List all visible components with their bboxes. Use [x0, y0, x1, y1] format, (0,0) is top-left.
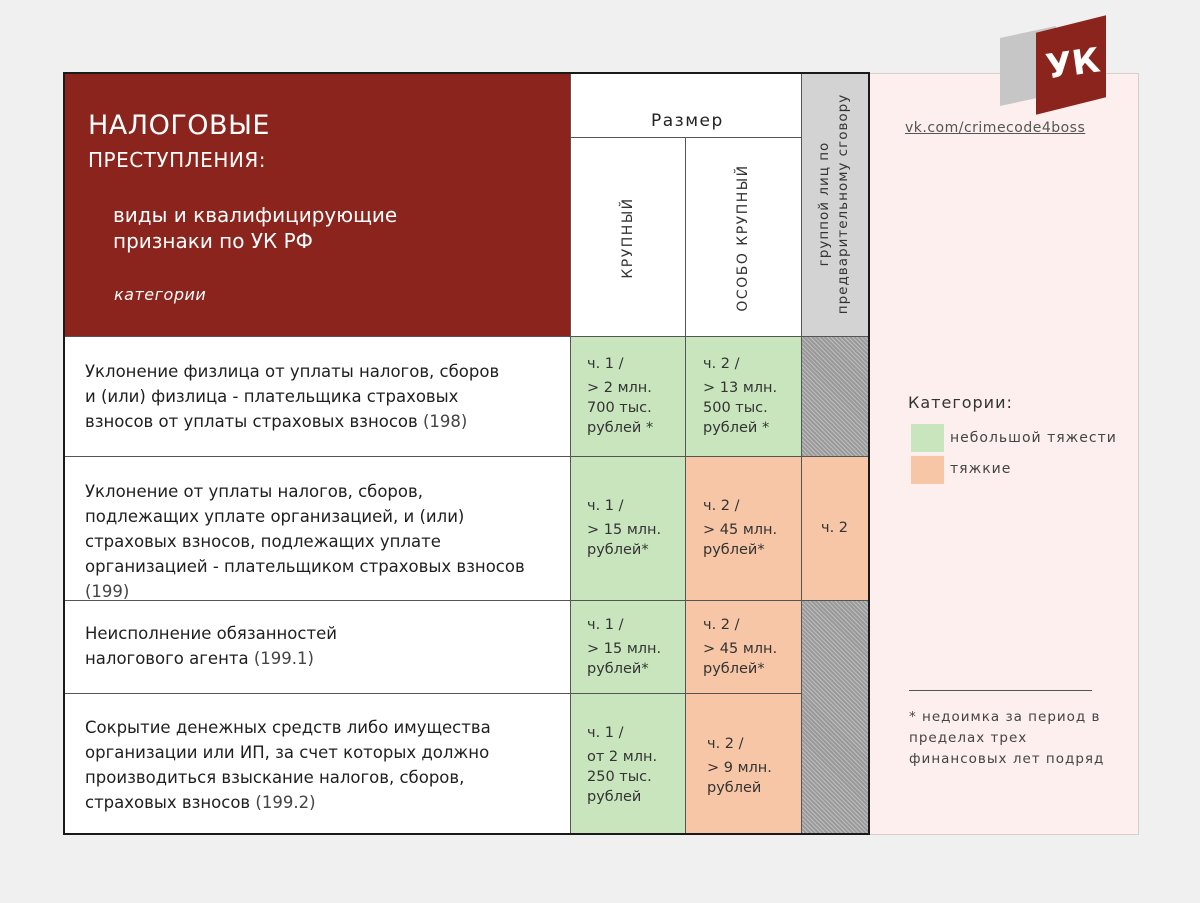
part-label: ч. 2 /	[703, 498, 740, 514]
title-categories-label: категории	[114, 285, 207, 304]
col-group-header-line1: группой лиц по	[816, 141, 832, 267]
large-size-cell	[587, 354, 682, 438]
part-label: ч. 1 /	[587, 498, 624, 514]
especially-large-cell	[703, 354, 798, 438]
row-article: (198)	[422, 412, 468, 431]
row-description: Уклонение физлица от уплаты налогов, сборов и (или) физлица - плательщика страховых взносов от уплаты страховых взносов	[85, 362, 500, 431]
threshold-value: > 9 млн. рублей	[707, 760, 772, 796]
large-size-cell	[587, 496, 682, 560]
threshold-value: > 45 млн. рублей*	[703, 522, 778, 558]
legend-swatch-minor	[911, 424, 944, 452]
title-sub: ПРЕСТУПЛЕНИЯ:	[88, 148, 266, 172]
legend-label-grave: тяжкие	[950, 461, 1012, 477]
part-label: ч. 2 /	[703, 617, 740, 633]
especially-large-cell	[703, 496, 798, 560]
vk-link[interactable]: vk.com/crimecode4boss	[905, 120, 1086, 136]
divider	[909, 690, 1092, 691]
part-label: ч. 1 /	[587, 356, 624, 372]
part-label: ч. 1 /	[587, 617, 624, 633]
table-row-text	[85, 621, 345, 671]
table-row-text	[85, 359, 515, 434]
title-description: виды и квалифицирующие признаки по УК РФ	[113, 203, 398, 253]
title-main: НАЛОГОВЫЕ	[88, 110, 270, 141]
part-label: ч. 1 /	[587, 725, 624, 741]
threshold-value: > 2 млн. 700 тыс. рублей *	[587, 380, 654, 436]
threshold-value: от 2 млн. 250 тыс. рублей	[587, 749, 658, 805]
logo: УК	[1043, 40, 1103, 88]
large-size-cell	[587, 615, 682, 679]
col-group-header	[815, 94, 853, 314]
col-large-header: КРУПНЫЙ	[620, 197, 636, 279]
table-row-text	[85, 479, 540, 604]
col-group-header-line2: предварительному сговору	[835, 93, 851, 315]
legend-swatch-grave	[911, 456, 944, 484]
legend-label-minor: небольшой тяжести	[950, 430, 1117, 446]
title-block	[65, 74, 571, 336]
footnote: * недоимка за период в пределах трех финансовых лет подряд	[909, 709, 1105, 767]
row-article: (199)	[85, 582, 130, 601]
tax-crimes-table	[63, 72, 870, 835]
group-cell: ч. 2	[821, 520, 849, 536]
large-size-cell	[587, 723, 682, 807]
threshold-value: > 45 млн. рублей*	[703, 641, 778, 677]
size-header: Размер	[651, 111, 724, 131]
part-label: ч. 2 /	[703, 356, 740, 372]
threshold-value: > 15 млн. рублей*	[587, 641, 662, 677]
table-row-text	[85, 715, 505, 815]
row-description: Уклонение от уплаты налогов, сборов, подлежащих уплате организацией, и (или) страховых взносов, подлежащих уплате организацией - плательщиком страховых взносов	[85, 482, 525, 576]
group-cell-na	[801, 600, 868, 835]
group-cell-na	[801, 336, 868, 456]
especially-large-cell	[707, 734, 797, 798]
threshold-value: > 15 млн. рублей*	[587, 522, 662, 558]
row-article: (199.1)	[253, 649, 314, 668]
row-description: Неисполнение обязанностей налогового агента	[85, 624, 337, 668]
col-especially-large-header: ОСОБО КРУПНЫЙ	[735, 164, 751, 312]
threshold-value: > 13 млн. 500 тыс. рублей *	[703, 380, 778, 436]
row-description: Сокрытие денежных средств либо имущества организации или ИП, за счет которых должно производиться взыскание налогов, сборов, страховых взносов	[85, 718, 491, 812]
legend-title: Категории:	[908, 393, 1013, 412]
row-article: (199.2)	[255, 793, 316, 812]
part-label: ч. 2 /	[707, 736, 744, 752]
especially-large-cell	[703, 615, 798, 679]
